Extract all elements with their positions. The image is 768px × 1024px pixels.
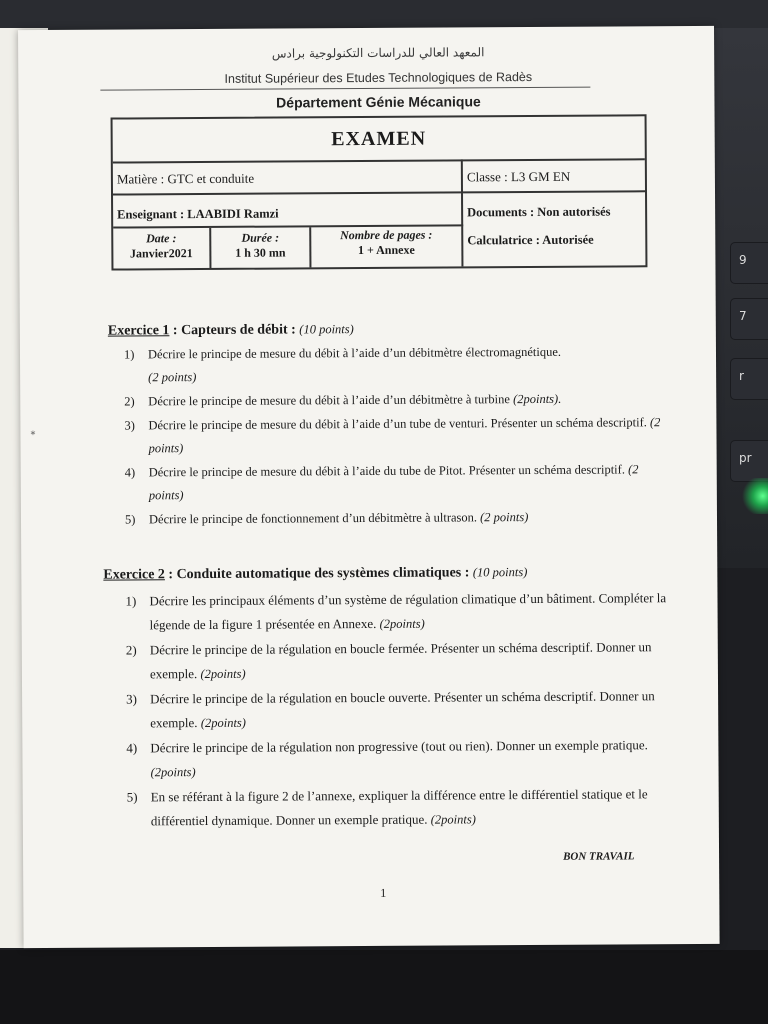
question-text: Décrire les principaux éléments d’un système de régulation climatique d’un bâtiment. Compléter la légende de la figure 1 présentée en Annexe. bbox=[149, 590, 667, 633]
exercise-2-title: : Conduite automatique des systèmes climatiques : bbox=[164, 565, 473, 583]
question-number: 1) bbox=[125, 593, 137, 609]
exercise-1-points: (10 points) bbox=[299, 322, 354, 337]
margin-mark: * bbox=[30, 430, 36, 442]
question-number: 5) bbox=[124, 512, 136, 527]
question-points: (2points) bbox=[200, 666, 246, 682]
exercise-2-label: Exercice 2 bbox=[103, 567, 165, 583]
department-name: Département Génie Mécanique bbox=[276, 93, 481, 111]
exercise-1-title: : Capteurs de débit : bbox=[169, 322, 300, 339]
keyboard-led-glow bbox=[742, 478, 768, 514]
question-number: 5) bbox=[126, 789, 138, 805]
question-text: Décrire le principe de mesure du débit à l’aide d’un débitmètre à turbine bbox=[148, 392, 510, 409]
question-points: (2 points) bbox=[148, 462, 639, 503]
question-number: 2) bbox=[124, 394, 135, 409]
exercise-2-points: (10 points) bbox=[472, 565, 528, 580]
exercise-1-heading bbox=[108, 322, 354, 340]
duration-label: Durée : bbox=[241, 230, 280, 245]
duration-cell bbox=[211, 227, 311, 268]
exam-sheet bbox=[18, 26, 720, 948]
rules-cell bbox=[463, 192, 645, 266]
question-item bbox=[127, 782, 677, 833]
signoff-text: BON TRAVAIL bbox=[563, 850, 635, 863]
question-text: Décrire le principe de mesure du débit à l’aide d’un tube de venturi. Présenter un schéma descriptif. bbox=[148, 415, 647, 433]
keyboard-key bbox=[730, 298, 768, 340]
keyboard-key-label: 9 bbox=[739, 253, 747, 267]
question-item bbox=[126, 684, 676, 735]
question-item bbox=[124, 411, 674, 460]
duration-value: 1 h 30 mn bbox=[235, 245, 286, 260]
question-text: Décrire le principe de fonctionnement d’un débitmètre à ultrason. bbox=[148, 510, 478, 527]
keyboard-key-label: r bbox=[739, 369, 744, 383]
question-item bbox=[126, 733, 676, 784]
question-points: (2 points) bbox=[148, 415, 661, 456]
question-points: (2points) bbox=[379, 616, 425, 631]
question-text: Décrire le principe de la régulation en boucle fermée. Présenter un schéma descriptif. Donner un exemple. bbox=[149, 639, 652, 682]
pages-cell bbox=[311, 226, 463, 267]
exercise-2-questions bbox=[125, 586, 676, 834]
question-item bbox=[126, 635, 676, 686]
question-points: (2points) bbox=[150, 765, 196, 780]
exercise-1-questions bbox=[124, 340, 675, 532]
exercise-1-label: Exercice 1 bbox=[107, 323, 170, 339]
question-item bbox=[124, 340, 674, 389]
pages-label: Nombre de pages : bbox=[340, 227, 433, 243]
question-item bbox=[125, 586, 675, 637]
calculator-rule: Calculatrice : Autorisée bbox=[467, 232, 594, 248]
date-cell bbox=[113, 228, 211, 269]
pages-value: 1 + Annexe bbox=[357, 242, 415, 258]
question-text: Décrire le principe de mesure du débit à l’aide du tube de Pitot. Présenter un schéma descriptif. bbox=[148, 462, 625, 480]
exercise-2-heading bbox=[103, 565, 527, 584]
question-points: (2 points) bbox=[480, 510, 529, 525]
question-text: Décrire le principe de mesure du débit à l’aide d’un débitmètre électromagnétique. bbox=[147, 344, 562, 362]
question-item bbox=[125, 458, 675, 507]
keyboard-key bbox=[730, 440, 768, 482]
keyboard-key bbox=[730, 242, 768, 284]
question-points: (2 points) bbox=[148, 370, 197, 385]
header-divider bbox=[100, 87, 590, 91]
date-label: Date : bbox=[146, 231, 177, 246]
keyboard-key-label: pr bbox=[739, 451, 752, 465]
keyboard-key-label: 7 bbox=[739, 309, 747, 323]
question-text: Décrire le principe de la régulation en boucle ouverte. Présenter un schéma descriptif. Donner un exemple. bbox=[150, 688, 655, 731]
question-points: (2points) bbox=[200, 715, 246, 731]
question-points: (2points). bbox=[513, 391, 562, 407]
question-number: 3) bbox=[126, 691, 137, 707]
exam-title: EXAMEN bbox=[113, 116, 645, 163]
background-desk-bottom bbox=[0, 950, 768, 1024]
institute-arabic-name: المعهد العالي للدراسات التكنولوجية برادس bbox=[271, 45, 485, 61]
documents-rule: Documents : Non autorisés bbox=[467, 204, 611, 220]
subject-cell: Matière : GTC et conduite bbox=[113, 159, 463, 195]
question-text: Décrire le principe de la régulation non progressive (tout ou rien). Donner un exemple pratique. bbox=[150, 737, 648, 756]
class-cell: Classe : L3 GM EN bbox=[463, 158, 645, 193]
teacher-cell: Enseignant : LAABIDI Ramzi bbox=[113, 193, 463, 228]
exam-info-table bbox=[111, 114, 648, 270]
question-text: En se référant à la figure 2 de l’annexe, expliquer la différence entre le différentiel statique et le différentiel dynamique. Donner un exemple pratique. bbox=[150, 786, 648, 829]
keyboard-key bbox=[730, 358, 768, 400]
date-value: Janvier2021 bbox=[129, 246, 193, 261]
institute-name: Institut Supérieur des Etudes Technologiques de Radès bbox=[224, 69, 533, 86]
question-number: 3) bbox=[124, 418, 135, 433]
question-number: 4) bbox=[126, 740, 138, 756]
question-item bbox=[125, 505, 675, 531]
question-number: 1) bbox=[123, 347, 135, 362]
question-number: 4) bbox=[124, 465, 136, 480]
question-points: (2points) bbox=[430, 812, 476, 827]
page-number: 1 bbox=[380, 885, 387, 900]
question-item bbox=[124, 387, 674, 413]
question-number: 2) bbox=[125, 642, 137, 658]
